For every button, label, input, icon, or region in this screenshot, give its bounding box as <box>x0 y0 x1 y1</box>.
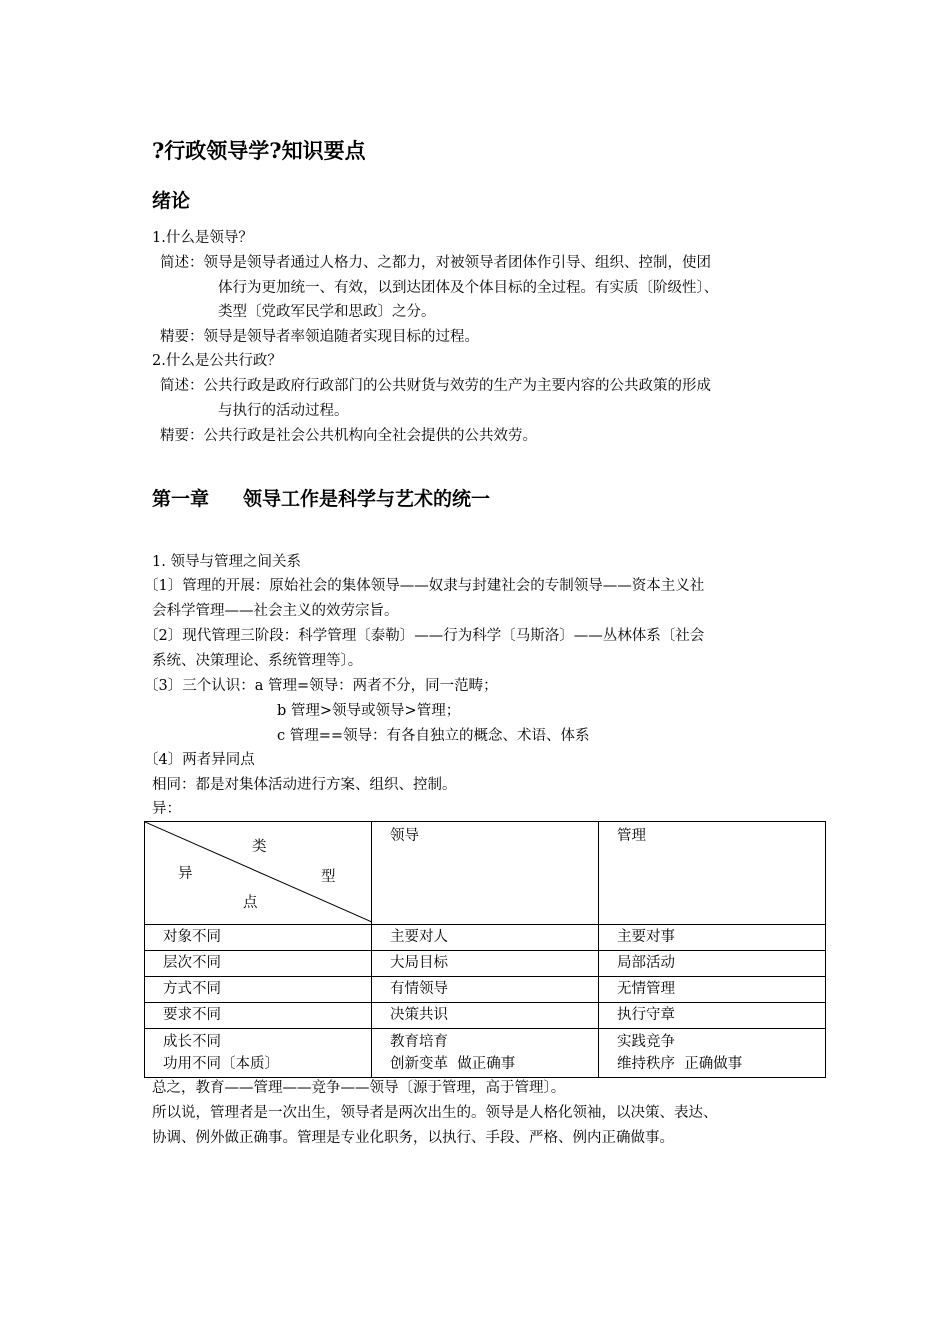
header-leader: 领导 <box>372 822 599 925</box>
intro-question-1: 1.什么是领导？ <box>152 230 253 246</box>
point-2-line-1: 〔2〕现代管理三阶段：科学管理〔泰勒〕——行为科学〔马斯洛〕——丛林体系〔社会 <box>144 628 705 644</box>
point-1-line-1: 〔1〕管理的开展：原始社会的集体领导——奴隶与封建社会的专制领导——资本主义社 <box>144 578 705 594</box>
row-leader: 有情领导 <box>372 977 599 1003</box>
intro-q1-desc-line-3: 类型〔党政军民学和思政〕之分。 <box>218 304 436 320</box>
header-management: 管理 <box>599 822 826 925</box>
leader-growth: 教育培育 <box>390 1034 448 1050</box>
table-row <box>145 925 826 951</box>
table-row <box>145 1003 826 1029</box>
chapter-1-number: 第一章 <box>152 488 210 510</box>
chapter-1-item-1: 1. 领导与管理之间关系 <box>152 554 301 570</box>
intro-q1-brief: 精要：领导是领导者率领追随者实现目标的过程。 <box>160 329 479 345</box>
document-title: ?行政领导学?知识要点 <box>152 138 366 163</box>
table-header-row <box>145 822 826 925</box>
row-management-merged <box>599 1029 826 1078</box>
intro-heading: 绪论 <box>152 190 191 212</box>
row-leader-merged <box>372 1029 599 1078</box>
leader-function: 创新变革 做正确事 <box>390 1056 516 1072</box>
point-3-line-2: b 管理>领导或领导>管理； <box>277 703 461 719</box>
management-function: 维持秩序 正确做事 <box>617 1056 743 1072</box>
row-leader: 决策共识 <box>372 1003 599 1029</box>
row-key: 要求不同 <box>145 1003 372 1029</box>
row-management: 执行守章 <box>599 1003 826 1029</box>
row-management: 主要对事 <box>599 925 826 951</box>
conclusion-line-1: 所以说，管理者是一次出生，领导者是两次出生的。领导是人格化领袖，以决策、表达、 <box>152 1105 718 1121</box>
difference-label: 异： <box>152 801 181 817</box>
row-key-merged <box>145 1029 372 1078</box>
conclusion-line-2: 协调、例外做正确事。管理是专业化职务，以执行、手段、严格、例内正确做事。 <box>152 1130 674 1146</box>
point-1-line-2: 会科学管理——社会主义的效劳宗旨。 <box>152 603 399 619</box>
intro-q2-desc-line-2: 与执行的活动过程。 <box>218 403 349 419</box>
intro-question-2: 2.什么是公共行政？ <box>152 353 282 369</box>
row-key-function: 功用不同〔本质〕 <box>163 1056 279 1072</box>
row-key: 层次不同 <box>145 951 372 977</box>
point-2-line-2: 系统、决策理论、系统管理等〕。 <box>152 653 363 669</box>
diag-label-yi: 异 <box>178 866 193 882</box>
chapter-1-heading <box>152 486 490 512</box>
row-key: 方式不同 <box>145 977 372 1003</box>
table-row <box>145 977 826 1003</box>
intro-q2-brief: 精要：公共行政是社会公共机构向全社会提供的公共效劳。 <box>160 428 537 444</box>
chapter-1-title: 领导工作是科学与艺术的统一 <box>243 488 491 510</box>
intro-q2-desc-line-1: 简述：公共行政是政府行政部门的公共财货与效劳的生产为主要内容的公共政策的形成 <box>160 378 711 394</box>
table-row-merged <box>145 1029 826 1078</box>
row-key-growth: 成长不同 <box>163 1034 221 1050</box>
summary-line: 总之，教育——管理——竞争——领导〔源于管理，高于管理〕。 <box>152 1080 566 1096</box>
table-row <box>145 951 826 977</box>
management-growth: 实践竞争 <box>617 1034 675 1050</box>
similarity-line: 相同：都是对集体活动进行方案、组织、控制。 <box>152 777 457 793</box>
diagonal-header-cell <box>145 822 372 925</box>
point-3-line-3: c 管理==领导：有各自独立的概念、术语、体系 <box>277 728 590 744</box>
diag-label-dian: 点 <box>243 895 258 911</box>
comparison-table <box>144 821 826 1078</box>
intro-q1-desc-line-1: 简述：领导是领导者通过人格力、之都力，对被领导者团体作引导、组织、控制，使团 <box>160 255 711 271</box>
row-leader: 大局目标 <box>372 951 599 977</box>
row-key: 对象不同 <box>145 925 372 951</box>
diag-label-lei: 类 <box>252 839 267 855</box>
point-3-line-1: 〔3〕三个认识：a 管理=领导：两者不分，同一范畴； <box>144 678 498 694</box>
row-management: 局部活动 <box>599 951 826 977</box>
diag-label-xing: 型 <box>321 869 336 885</box>
row-leader: 主要对人 <box>372 925 599 951</box>
point-4: 〔4〕两者异同点 <box>144 752 255 768</box>
row-management: 无情管理 <box>599 977 826 1003</box>
intro-q1-desc-line-2: 体行为更加统一、有效，以到达团体及个体目标的全过程。有实质〔阶级性〕、 <box>218 280 719 296</box>
